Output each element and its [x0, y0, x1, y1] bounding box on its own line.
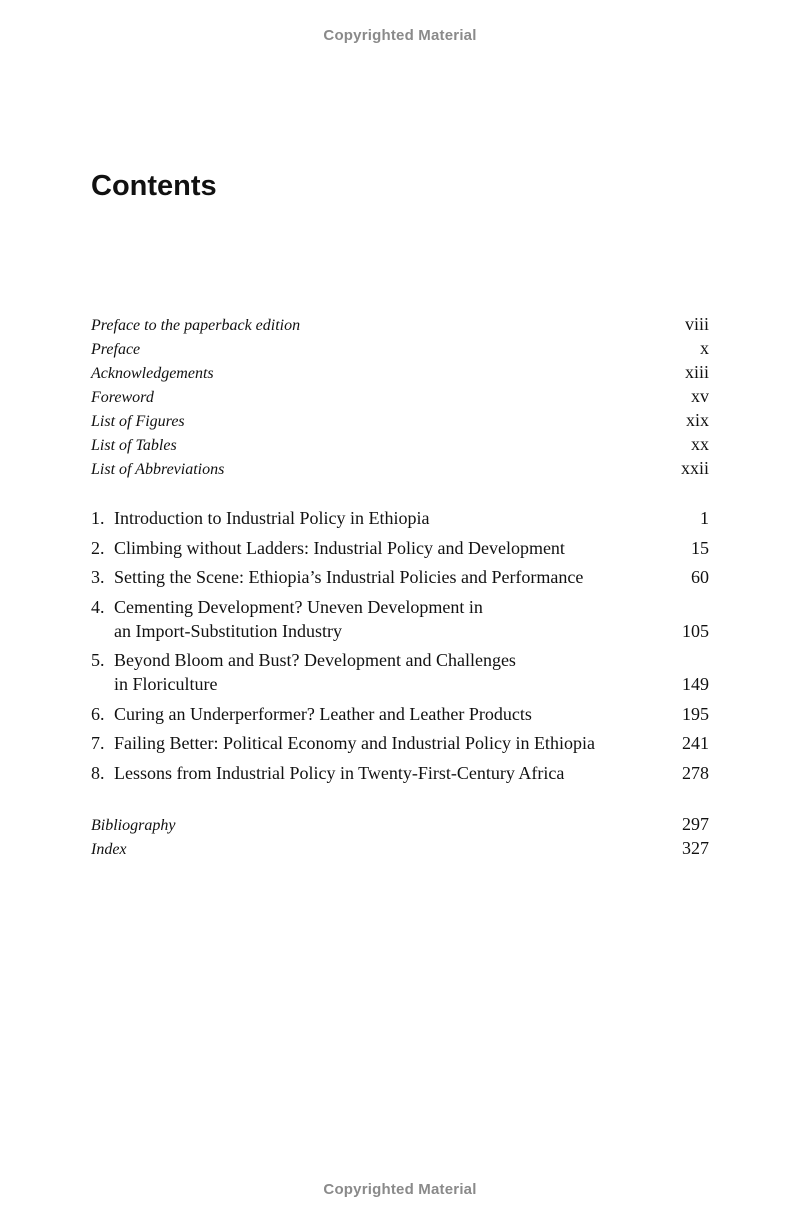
toc-entry-label: Acknowledgements — [91, 365, 214, 382]
toc-entry-index[interactable] — [91, 836, 709, 860]
copyright-watermark-bottom: Copyrighted Material — [323, 1181, 477, 1198]
toc-entry-page: xx — [691, 434, 709, 454]
chapter-number: 4. — [91, 596, 105, 617]
chapter-title — [114, 761, 564, 785]
chapter-heading — [91, 731, 651, 755]
back-matter-list — [91, 812, 709, 860]
toc-entry-page: 327 — [682, 838, 709, 858]
chapter-number: 2. — [91, 537, 105, 558]
chapter-title — [114, 565, 583, 589]
toc-entry-foreword[interactable] — [91, 384, 709, 408]
chapter-heading — [91, 702, 651, 726]
toc-entry-page: xv — [691, 386, 709, 406]
toc-entry-label: Index — [91, 841, 127, 858]
chapter-title — [114, 536, 565, 560]
chapter-heading — [91, 506, 651, 530]
toc-chapter-7[interactable] — [91, 731, 709, 755]
chapter-title-line: Lessons from Industrial Policy in Twenty-First-Century Africa — [114, 762, 565, 783]
chapter-list — [91, 506, 709, 790]
toc-chapter-1[interactable] — [91, 506, 709, 530]
chapter-title-line: Climbing without Ladders: Industrial Policy and Development — [114, 537, 565, 558]
chapter-page: 241 — [682, 733, 709, 753]
chapter-number: 6. — [91, 703, 105, 724]
copyright-watermark-top: Copyrighted Material — [323, 27, 477, 44]
toc-entry-label: List of Abbreviations — [91, 461, 225, 478]
chapter-number: 7. — [91, 733, 105, 753]
toc-entry-acknowledgements[interactable] — [91, 360, 709, 384]
chapter-title-line: an Import-Substitution Industry — [114, 620, 342, 641]
toc-chapter-8[interactable] — [91, 761, 709, 785]
chapter-heading — [91, 761, 651, 785]
chapter-title-line: Introduction to Industrial Policy in Ethiopia — [114, 508, 430, 528]
chapter-title-line: in Floriculture — [114, 674, 218, 694]
chapter-page: 15 — [691, 537, 709, 558]
chapter-title — [114, 731, 595, 755]
chapter-page: 1 — [700, 508, 709, 528]
toc-entry-list-of-abbreviations[interactable] — [91, 456, 709, 480]
chapter-title — [114, 648, 516, 696]
toc-entry-page: viii — [684, 314, 709, 334]
toc-entry-preface[interactable] — [91, 336, 709, 360]
toc-entry-label: Foreword — [91, 389, 154, 406]
chapter-page: 60 — [691, 567, 709, 587]
toc-entry-page: x — [700, 338, 709, 358]
chapter-number: 3. — [91, 567, 105, 587]
chapter-page: 195 — [682, 703, 709, 724]
chapter-heading — [91, 648, 651, 696]
chapter-heading — [91, 565, 651, 589]
toc-entry-label: List of Figures — [91, 413, 185, 430]
toc-entry-page: xiii — [684, 362, 709, 382]
toc-entry-list-of-figures[interactable] — [91, 408, 709, 432]
chapter-title — [114, 595, 483, 643]
toc-chapter-6[interactable] — [91, 702, 709, 726]
toc-entry-label: List of Tables — [91, 437, 177, 454]
toc-entry-label: Preface to the paperback edition — [91, 317, 301, 334]
chapter-title — [114, 506, 429, 530]
toc-entry-page: xix — [685, 410, 709, 430]
toc-entry-bibliography[interactable] — [91, 812, 709, 836]
chapter-page: 149 — [682, 674, 709, 694]
chapter-number: 5. — [91, 650, 105, 670]
chapter-page: 105 — [682, 620, 709, 641]
toc-chapter-5[interactable] — [91, 648, 709, 696]
toc-entry-page: 297 — [682, 814, 709, 834]
chapter-title-line: Beyond Bloom and Bust? Development and Challenges — [114, 650, 516, 670]
toc-entry-label: Preface — [91, 341, 141, 358]
toc-entry-label: Bibliography — [91, 817, 176, 834]
toc-chapter-4[interactable] — [91, 595, 709, 643]
toc-chapter-2[interactable] — [91, 536, 709, 560]
chapter-title-line: Setting the Scene: Ethiopia’s Industrial Policies and Performance — [114, 567, 584, 587]
chapter-heading — [91, 595, 651, 643]
toc-entry-preface-paperback[interactable] — [91, 312, 709, 336]
front-matter-list — [91, 312, 709, 480]
chapter-title-line: Failing Better: Political Economy and Industrial Policy in Ethiopia — [114, 733, 595, 753]
page-title: Contents — [91, 170, 217, 202]
toc-entry-page: xxii — [680, 458, 709, 478]
chapter-page: 278 — [682, 762, 709, 783]
chapter-title — [114, 702, 532, 726]
toc-entry-list-of-tables[interactable] — [91, 432, 709, 456]
chapter-number: 1. — [91, 508, 105, 528]
chapter-number: 8. — [91, 762, 105, 783]
chapter-heading — [91, 536, 651, 560]
toc-chapter-3[interactable] — [91, 565, 709, 589]
chapter-title-line: Cementing Development? Uneven Development in — [114, 596, 483, 617]
chapter-title-line: Curing an Underperformer? Leather and Leather Products — [114, 703, 532, 724]
